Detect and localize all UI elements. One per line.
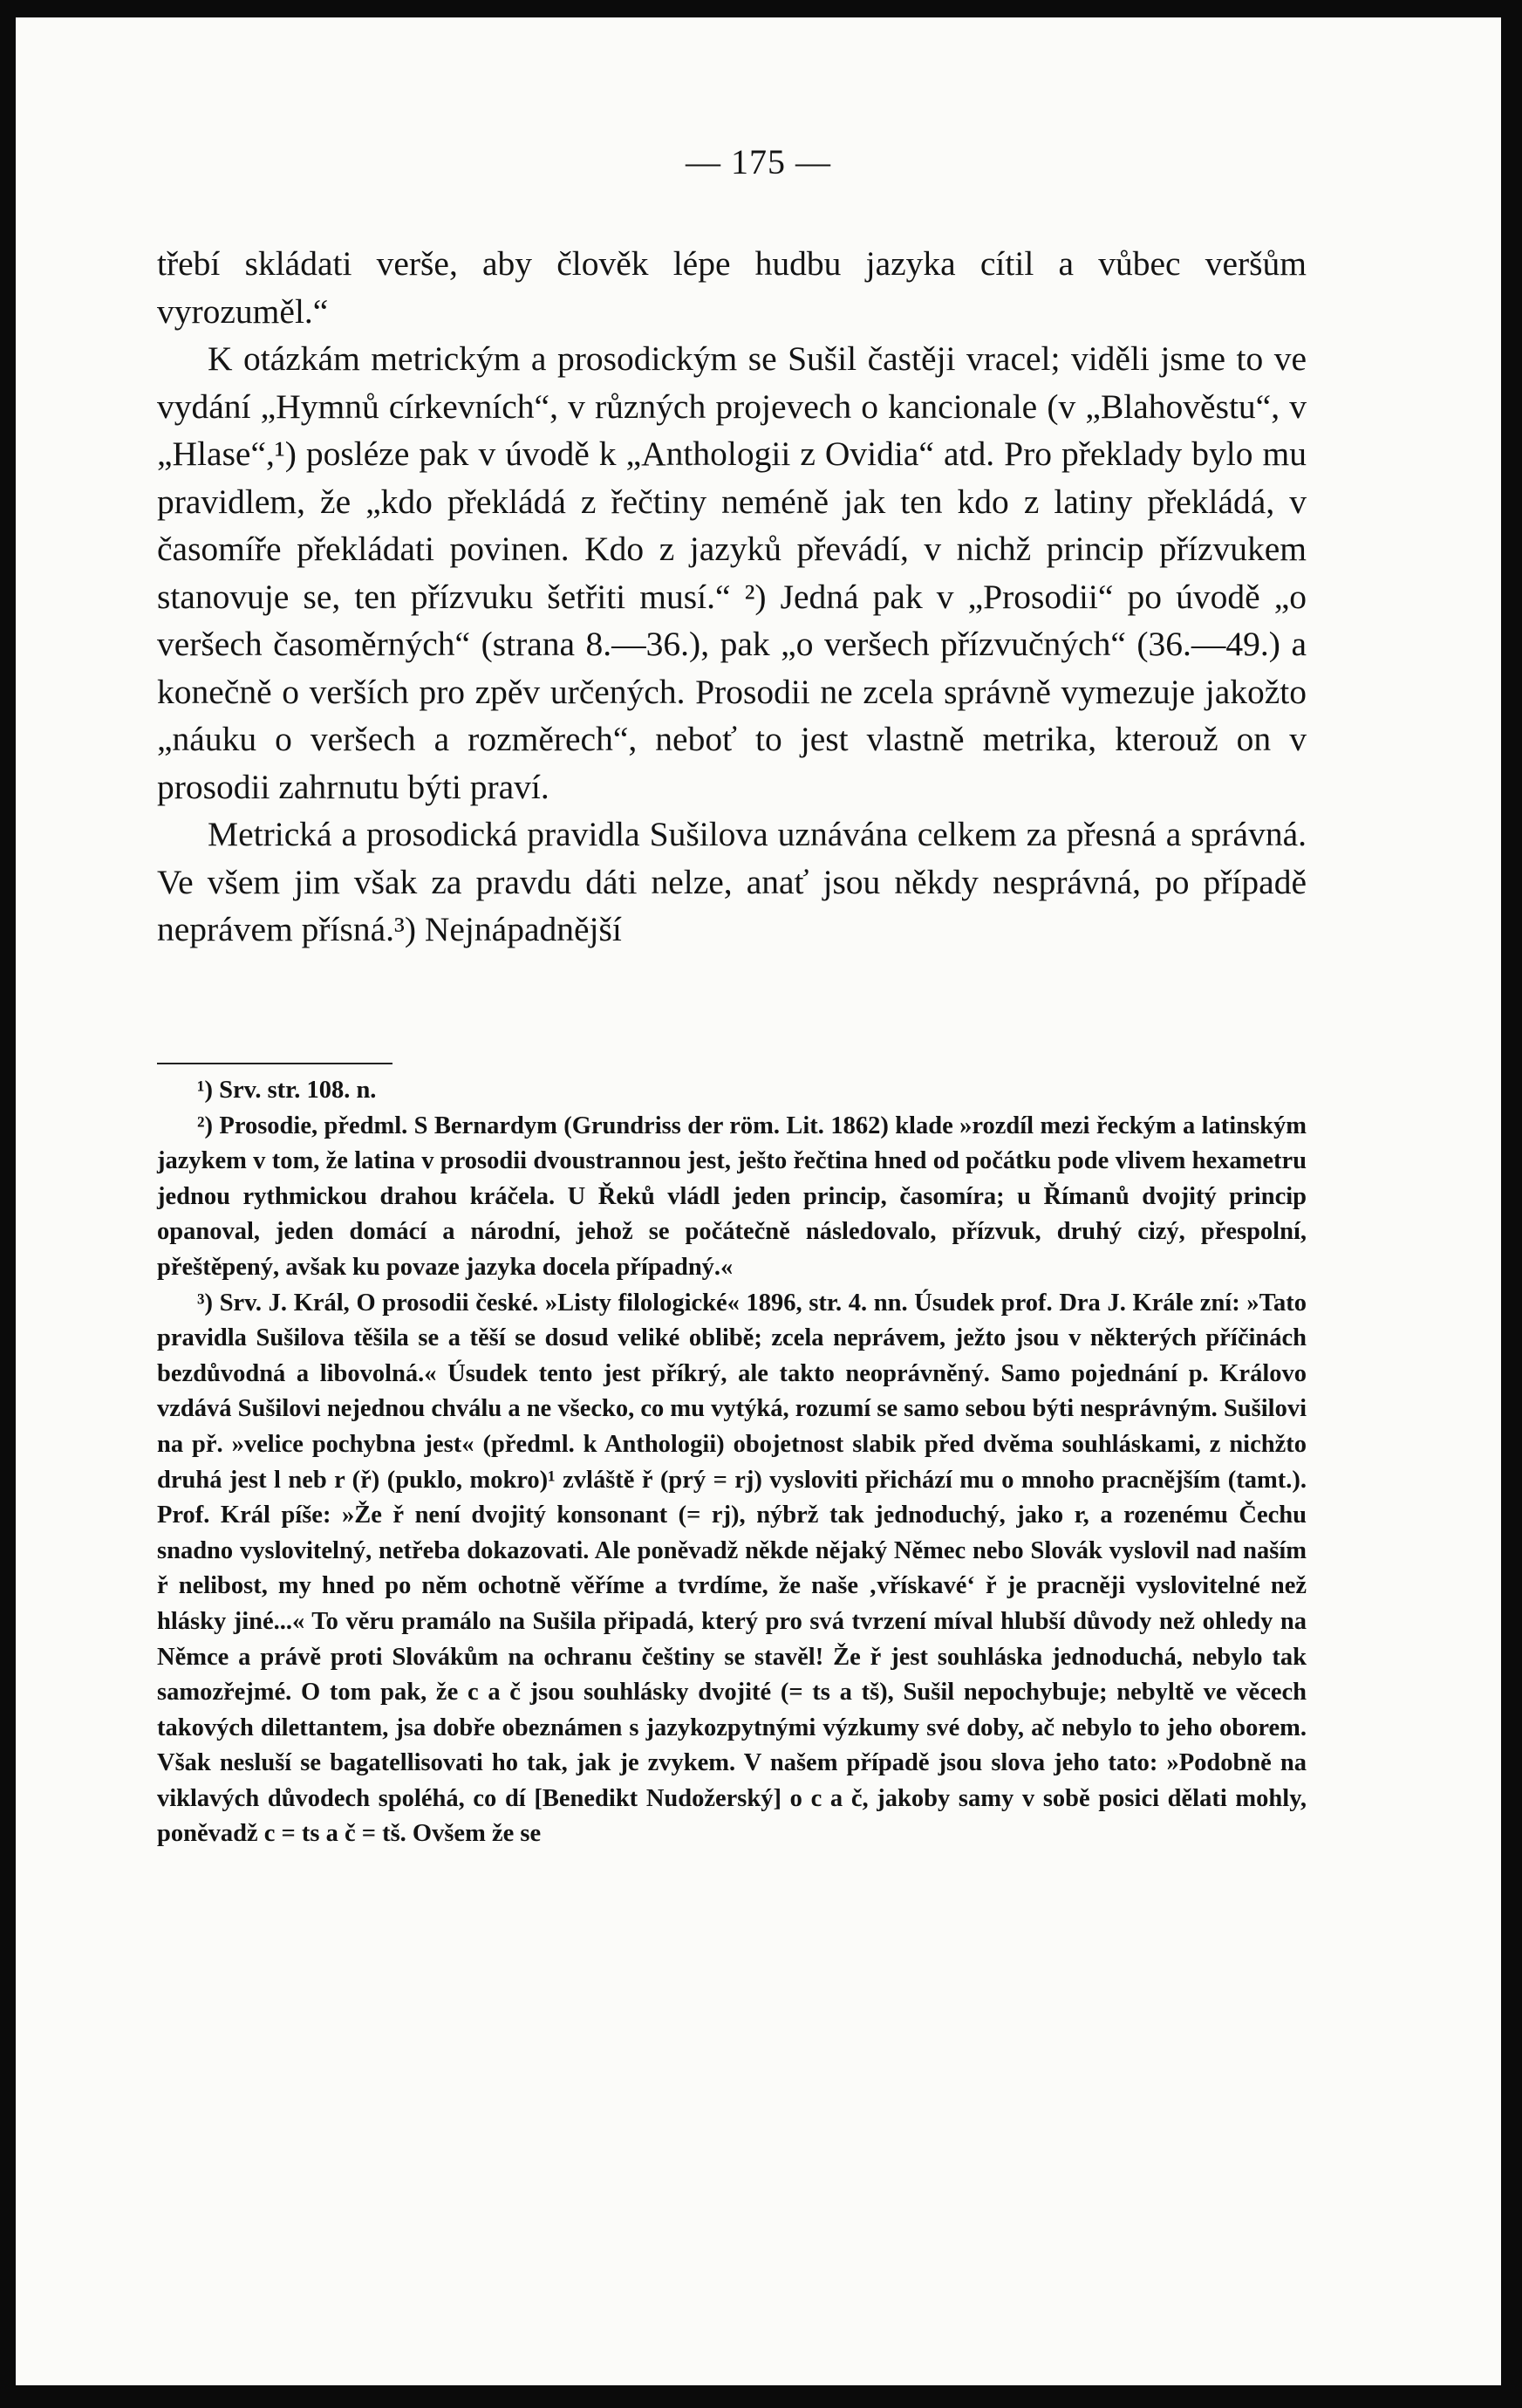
paragraph-2: K otázkám metrickým a prosodickým se Sušil častěji vracel; viděli jsme to ve vydání „Hymnů církevních“, v různých projevech o kancionale (v „Blahověstu“, v „Hlase“,¹) posléze pak v úvodě k „Anthologii z Ovidia“ atd. Pro překlady bylo mu pravidlem, že „kdo překládá z řečtiny neméně jak ten kdo z latiny překládá, v časomíře překládati povinen. Kdo z jazyků převádí, v nichž princip přízvukem stanovuje se, ten přízvuku šetřiti musí.“ ²) Jedná pak v „Prosodii“ po úvodě „o veršech časoměrných“ (strana 8.—36.), pak „o veršech přízvučných“ (36.—49.) a konečně o verších pro zpěv určených. Prosodii ne zcela správně vymezuje jakožto „náuku o veršech a rozměrech“, neboť to jest vlastně metrika, kterouž on v prosodii zahrnutu býti praví. [157,339,1307,806]
footnote-3: ³) Srv. J. Král, O prosodii české. »Listy filologické« 1896, str. 4. nn. Úsudek prof. Dra J. Krále zní: »Tato pravidla Sušilova těšila se a těší se dosud veliké oblibě; zcela neprávem, ježto jsou v některých příčinách bezdůvodná a libovolná.« Úsudek tento jest příkrý, ale takto neoprávněný. Samo pojednání p. Královo vzdává Sušilovi nejednou chválu a ne všecko, co mu vytýká, rozumí se samo sebou býti nesprávným. Sušilovi na př. »velice pochybna jest« (předml. k Anthologii) obojetnost slabik před dvěma souhláskami, z nichžto druhá jest l neb r (ř) (puklo, mokro)¹ zvláště ř (prý = rj) vysloviti přichází mu o mnoho pracnějším (tamt.). Prof. Král píše: »Že ř není dvojitý konsonant (= rj), nýbrž tak jednoduchý, jako r, a rozenému Čechu snadno vyslovitelný, netřeba dokazovati. Ale poněvadž někde nějaký Němec nebo Slovák vyslovil nad naším ř nelibost, my hned po něm ochotně věříme a tvrdíme, že naše ‚vřískavé‘ ř je pracněji vyslovitelné než hlásky jiné...« To věru pramálo na Sušila připadá, který pro svá tvrzení míval hlubší důvody než ohledy na Němce a právě proti Slovákům na ochranu češtiny se stavěl! Že ř jest souhláska jednoduchá, nebylo tak samozřejmé. O tom pak, že c a č jsou souhlásky dvojité (= ts a tš), Sušil nepochybuje; nebyltě ve věcech takových dilettantem, jsa dobře obeznámen s jazykozpytnými výzkumy své doby, ač nebylo to jeho oborem. Však nesluší se bagatellisovati ho tak, jak je zvykem. V našem případě jsou slova jeho tato: »Podobně na viklavých důvodech spoléhá, co dí [Benedikt Nudožerský] o c a č, jakoby samy v sobě posici dělati mohly, poněvadž c = ts a č = tš. Ovšem že se [157,1289,1307,1848]
book-page [16,17,1501,2385]
footnote-2: ²) Prosodie, předml. S Bernardym (Grundriss der röm. Lit. 1862) klade »rozdíl mezi řeckým a latinským jazykem v tom, že latina v prosodii dvoustrannou jest, ješto řečtina hned od počátku pode vlivem hexametru jednou rythmickou drahou kráčela. U Řeků vládl jeden princip, časomíra; u Římanů dvojitý princip opanoval, jeden domácí a národní, jehož se počátečně následovalo, přízvuk, druhý cizý, přespolní, přeštěpený, avšak ku povaze jazyka docela případný.« [157,1112,1307,1281]
paragraph-1: třebí skládati verše, aby člověk lépe hudbu jazyka cítil a vůbec veršům vyrozuměl.“ [157,244,1307,331]
page-number: — 175 — [686,142,831,181]
footnote-1: ¹) Srv. str. 108. n. [197,1077,377,1104]
footnote-separator [157,1063,392,1064]
paragraph-3: Metrická a prosodická pravidla Sušilova uznávána celkem za přesná a správná. Ve všem jim však za pravdu dáti nelze, anať jsou někdy nesprávná, po případě neprávem přísná.³) Nejnápadnější [157,815,1307,948]
footnotes [157,1073,1307,1852]
main-text [157,240,1307,954]
